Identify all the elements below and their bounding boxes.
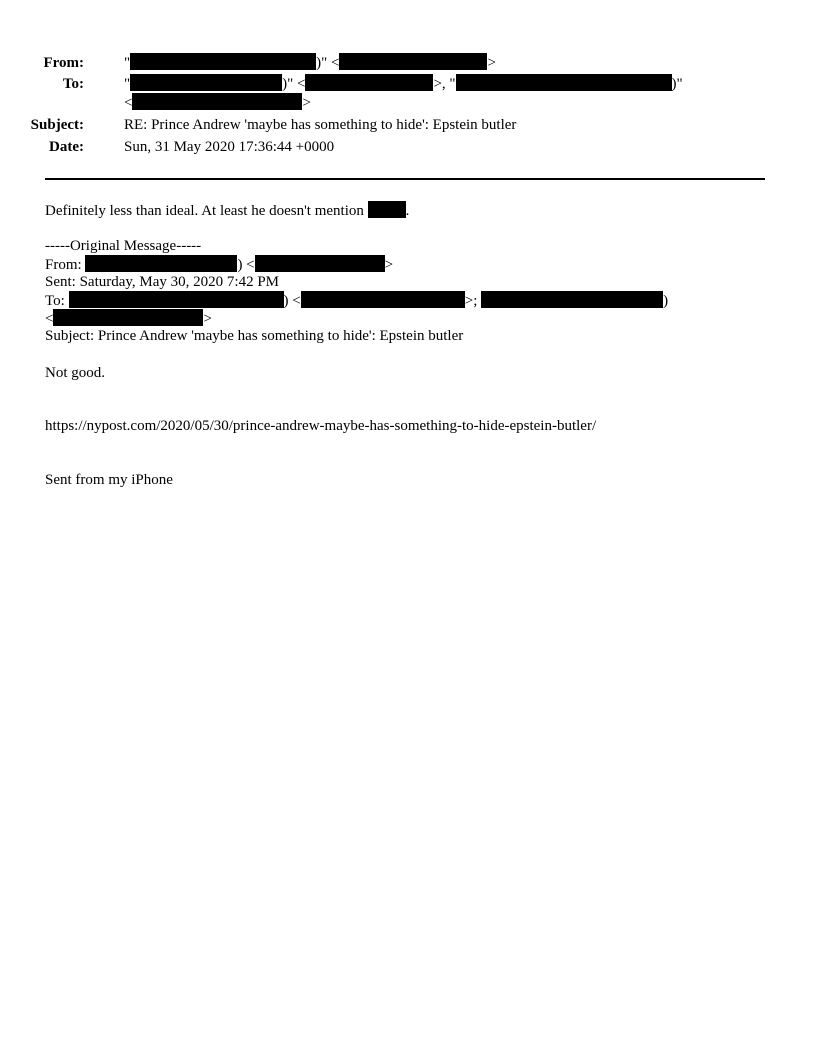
redaction-block bbox=[53, 309, 203, 326]
from-row bbox=[0, 52, 780, 74]
subject-row bbox=[0, 114, 780, 136]
original-to-line: To: ) < >; ) bbox=[45, 293, 669, 309]
reply-line: Definitely less than ideal. At least he doesn't mention . bbox=[45, 203, 410, 219]
original-from-label: From: bbox=[45, 257, 82, 273]
redaction-block bbox=[130, 53, 316, 70]
redaction-block bbox=[368, 201, 406, 218]
redaction-block bbox=[305, 74, 433, 91]
to-value-continued: < > bbox=[124, 95, 311, 111]
original-to-line-continued: < > bbox=[45, 311, 212, 327]
to-value: " )" < >, " )" bbox=[124, 76, 683, 92]
from-value: " )" < > bbox=[124, 55, 496, 71]
redaction-block bbox=[339, 53, 487, 70]
redaction-block bbox=[456, 74, 672, 91]
subject-value: RE: Prince Andrew 'maybe has something to hide': Epstein butler bbox=[124, 117, 517, 133]
original-from-line: From: ) < > bbox=[45, 257, 394, 273]
redaction-block bbox=[85, 255, 237, 272]
article-link[interactable]: https://nypost.com/2020/05/30/prince-andrew-maybe-has-something-to-hide-epstein-butler/ bbox=[45, 418, 597, 434]
to-row-continued bbox=[0, 92, 780, 114]
message-text: Not good. bbox=[45, 365, 105, 381]
redaction-block bbox=[132, 93, 302, 110]
date-row bbox=[0, 136, 780, 158]
redaction-block bbox=[69, 291, 284, 308]
redaction-block bbox=[481, 291, 663, 308]
reply-text: Definitely less than ideal. At least he doesn't mention bbox=[45, 203, 364, 219]
redaction-block bbox=[130, 74, 282, 91]
date-value: Sun, 31 May 2020 17:36:44 +0000 bbox=[124, 139, 335, 155]
original-to-label: To: bbox=[45, 293, 65, 309]
original-sent-line: Sent: Saturday, May 30, 2020 7:42 PM bbox=[45, 274, 280, 290]
from-label: From: bbox=[43, 55, 84, 71]
header-divider bbox=[45, 178, 765, 180]
original-message-marker: -----Original Message----- bbox=[45, 238, 202, 254]
date-label: Date: bbox=[49, 139, 84, 155]
to-label: To: bbox=[62, 76, 84, 92]
redaction-block bbox=[255, 255, 385, 272]
subject-label: Subject: bbox=[30, 117, 84, 133]
email-signature: Sent from my iPhone bbox=[45, 472, 173, 488]
redaction-block bbox=[301, 291, 465, 308]
original-subject-line: Subject: Prince Andrew 'maybe has something to hide': Epstein butler bbox=[45, 328, 464, 344]
